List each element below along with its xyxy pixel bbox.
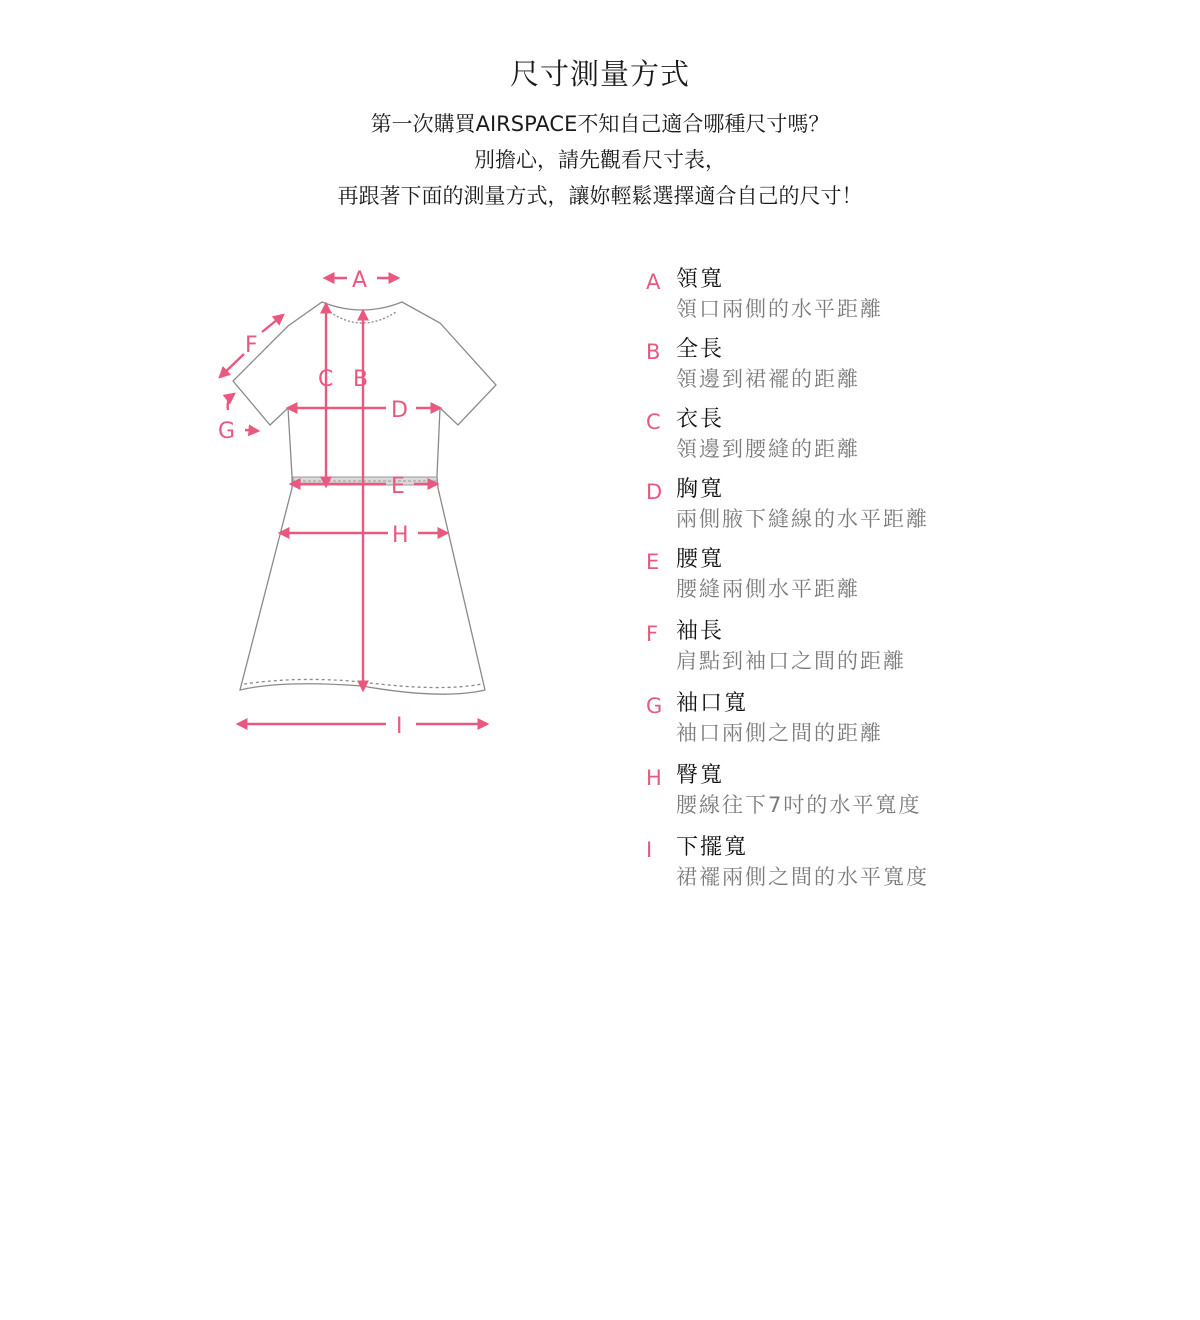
legend-letter: A — [646, 270, 661, 294]
legend-letter: F — [646, 622, 659, 646]
measure-arrow-f-upper — [262, 315, 283, 332]
legend-letter: E — [646, 550, 660, 574]
legend-item-f — [646, 614, 1166, 686]
legend-name: 衣長 — [676, 407, 725, 432]
label-d: D — [391, 398, 408, 423]
legend-desc: 領邊到裙襬的距離 — [676, 367, 860, 391]
legend-letter: I — [646, 838, 653, 862]
label-c: C — [318, 367, 334, 392]
legend-letter: C — [646, 410, 661, 434]
page-title: 尺寸測量方式 — [509, 57, 690, 91]
legend-item-c — [646, 402, 1166, 472]
label-f: F — [245, 333, 258, 358]
label-i: I — [396, 714, 403, 739]
legend-letter: G — [646, 694, 663, 718]
legend-desc: 袖口兩側之間的距離 — [676, 721, 883, 745]
legend-letter: H — [646, 766, 662, 790]
intro-line-1: 第一次購買AIRSPACE不知自己適合哪種尺寸嗎？ — [370, 112, 830, 136]
legend-desc: 領口兩側的水平距離 — [676, 297, 883, 321]
label-g: G — [218, 419, 236, 444]
intro-line-2: 別擔心，請先觀看尺寸表， — [474, 148, 726, 172]
legend-name: 下擺寬 — [676, 835, 749, 860]
legend-desc: 兩側腋下縫線的水平距離 — [676, 507, 929, 531]
legend-name: 領寬 — [676, 267, 725, 292]
label-a: A — [352, 268, 368, 293]
legend-item-a — [646, 262, 1166, 332]
legend-item-e — [646, 542, 1166, 614]
measure-arrow-g-upper — [228, 394, 234, 410]
label-h: H — [392, 523, 409, 548]
legend-letter: B — [646, 340, 661, 364]
legend-name: 全長 — [676, 337, 725, 362]
dress-outline — [233, 302, 496, 694]
measure-arrow-g-lower — [245, 430, 258, 431]
label-e: E — [391, 474, 405, 499]
legend-item-i — [646, 830, 1166, 902]
legend-desc: 腰縫兩側水平距離 — [676, 577, 860, 601]
legend-name: 袖口寬 — [676, 691, 749, 716]
legend-desc: 裙襬兩側之間的水平寬度 — [676, 865, 929, 889]
legend-desc: 肩點到袖口之間的距離 — [676, 649, 906, 673]
legend-desc: 腰線往下7吋的水平寬度 — [676, 793, 922, 817]
legend-name: 胸寬 — [676, 477, 725, 502]
legend-letter: D — [646, 480, 663, 504]
legend-name: 腰寬 — [676, 547, 725, 572]
legend-item-b — [646, 332, 1166, 402]
dress-measurement-diagram — [200, 255, 520, 750]
label-b: B — [353, 367, 369, 392]
legend-name: 臀寬 — [676, 763, 725, 788]
measurement-legend — [646, 262, 1166, 902]
legend-name: 袖長 — [676, 619, 725, 644]
intro-line-3: 再跟著下面的測量方式，讓妳輕鬆選擇適合自己的尺寸！ — [337, 184, 863, 208]
legend-desc: 領邊到腰縫的距離 — [676, 437, 860, 461]
legend-item-g — [646, 686, 1166, 758]
legend-item-h — [646, 758, 1166, 830]
legend-item-d — [646, 472, 1166, 542]
